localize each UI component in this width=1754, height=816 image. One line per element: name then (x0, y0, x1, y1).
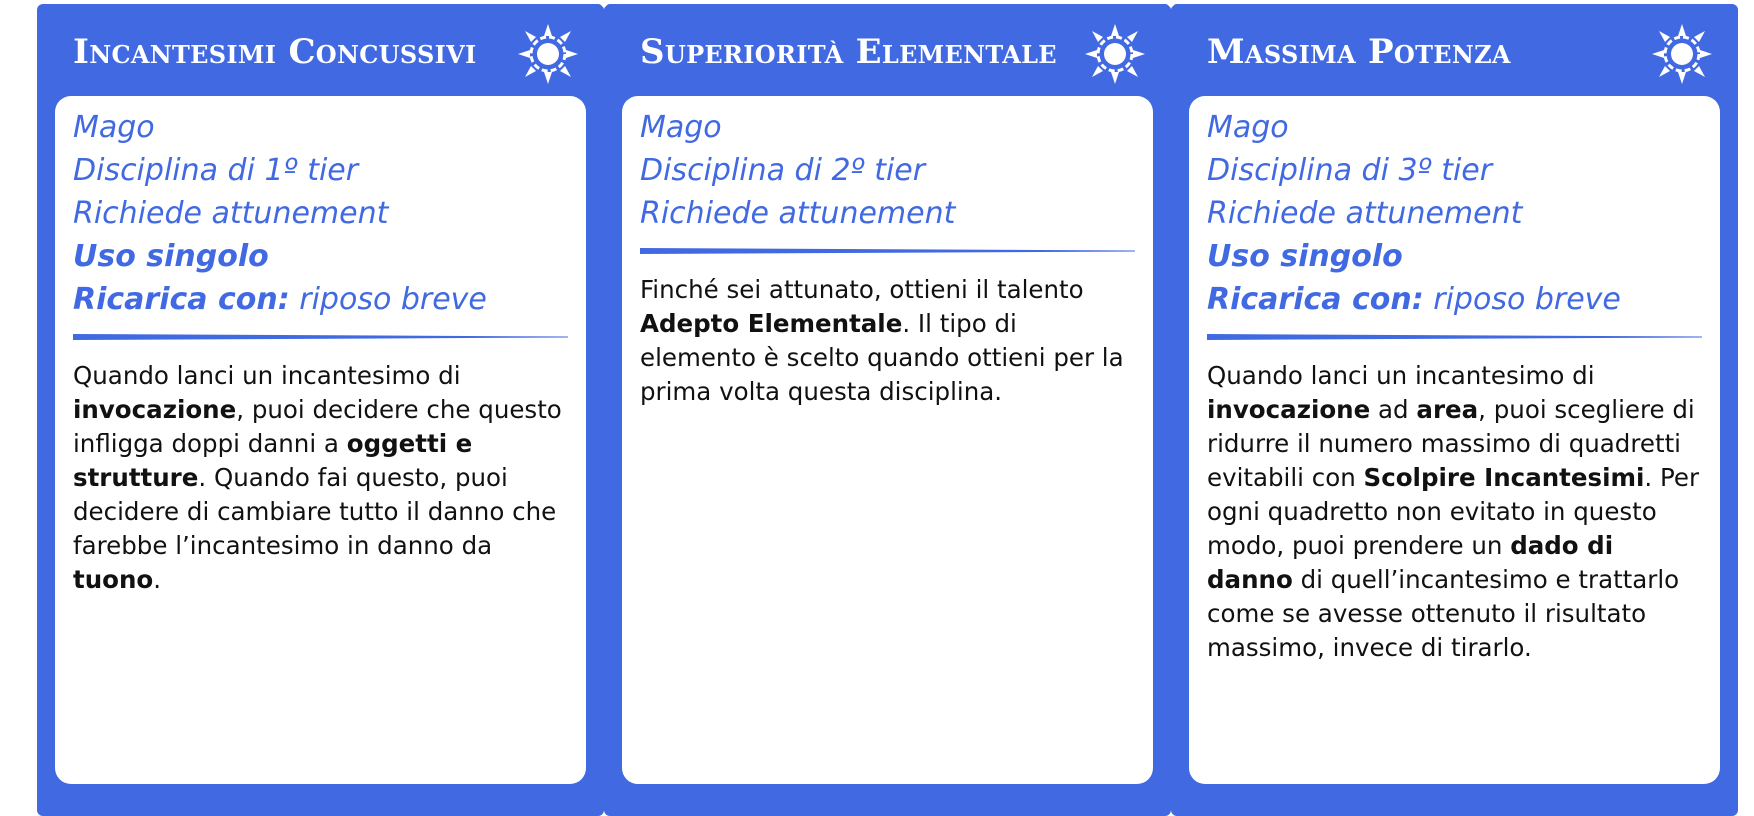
recharge-line (1207, 278, 1702, 321)
tier-label: Disciplina di 1º tier (73, 153, 359, 188)
divider (1207, 333, 1702, 341)
use-label: Uso singolo (73, 239, 269, 274)
desc-text: , puoi scegliere di ridurre il numero massimo di quadretti evitabili con (1207, 395, 1695, 492)
recharge-label: Ricarica con: (1207, 282, 1424, 317)
tier-label: Disciplina di 2º tier (640, 153, 926, 188)
card-header (604, 4, 1171, 94)
tier-label: Disciplina di 3º tier (1207, 153, 1493, 188)
card-massima-potenza (1171, 4, 1738, 816)
use-label: Uso singolo (1207, 239, 1403, 274)
class-label: Mago (73, 110, 155, 145)
desc-text: . Per ogni quadretto non evitato in questo modo, puoi prendere un (1207, 463, 1700, 560)
card-body (55, 96, 586, 784)
desc-text: ad (1370, 395, 1417, 424)
card-title: Incantesimi Concussivi (73, 32, 477, 72)
desc-keyword: tuono (73, 565, 154, 594)
card-superiorita-elementale (604, 4, 1171, 816)
card-header (37, 4, 604, 94)
desc-text: , puoi decidere che questo infligga doppi danni a (73, 395, 562, 458)
desc-text: di quell’incantesimo e trattarlo come se avesse ottenuto il risultato massimo, invece di tirarlo. (1207, 565, 1680, 662)
divider (640, 247, 1135, 255)
card-body (622, 96, 1153, 784)
recharge-line (73, 278, 568, 321)
card-incantesimi-concussivi (37, 4, 604, 816)
class-label: Mago (640, 110, 722, 145)
card-description (73, 359, 568, 597)
card-title: Massima Potenza (1207, 32, 1511, 72)
arcane-burst-icon (1083, 22, 1147, 86)
divider (73, 333, 568, 341)
card-meta (73, 106, 568, 321)
recharge-value: riposo breve (289, 282, 487, 317)
recharge-value: riposo breve (1423, 282, 1621, 317)
class-label: Mago (1207, 110, 1289, 145)
desc-keyword: area (1416, 395, 1479, 424)
recharge-label: Ricarica con: (73, 282, 290, 317)
desc-text: Quando lanci un incantesimo di (1207, 361, 1595, 390)
arcane-burst-icon (516, 22, 580, 86)
arcane-burst-icon (1650, 22, 1714, 86)
attunement-label: Richiede attunement (73, 196, 389, 231)
desc-keyword: invocazione (73, 395, 237, 424)
desc-text: . (153, 565, 162, 594)
desc-text: Finché sei attunato, ottieni il talento (640, 275, 1084, 304)
desc-keyword: dado di danno (1207, 531, 1614, 594)
card-header (1171, 4, 1738, 94)
desc-keyword: oggetti e strutture (73, 429, 473, 492)
desc-text: . Il tipo di elemento è scelto quando ottieni per la prima volta questa disciplina. (640, 309, 1124, 406)
card-meta (640, 106, 1135, 235)
attunement-label: Richiede attunement (640, 196, 956, 231)
desc-text: Quando lanci un incantesimo di (73, 361, 461, 390)
card-body (1189, 96, 1720, 784)
card-meta (1207, 106, 1702, 321)
card-description (1207, 359, 1702, 665)
desc-keyword: Scolpire Incantesimi (1363, 463, 1645, 492)
desc-keyword: invocazione (1207, 395, 1371, 424)
card-title: Superiorità Elementale (640, 32, 1057, 72)
attunement-label: Richiede attunement (1207, 196, 1523, 231)
desc-text: . Quando fai questo, puoi decidere di cambiare tutto il danno che farebbe l’incantesimo in danno da (73, 463, 557, 560)
desc-keyword: Adepto Elementale (640, 309, 903, 338)
card-description (640, 273, 1135, 409)
